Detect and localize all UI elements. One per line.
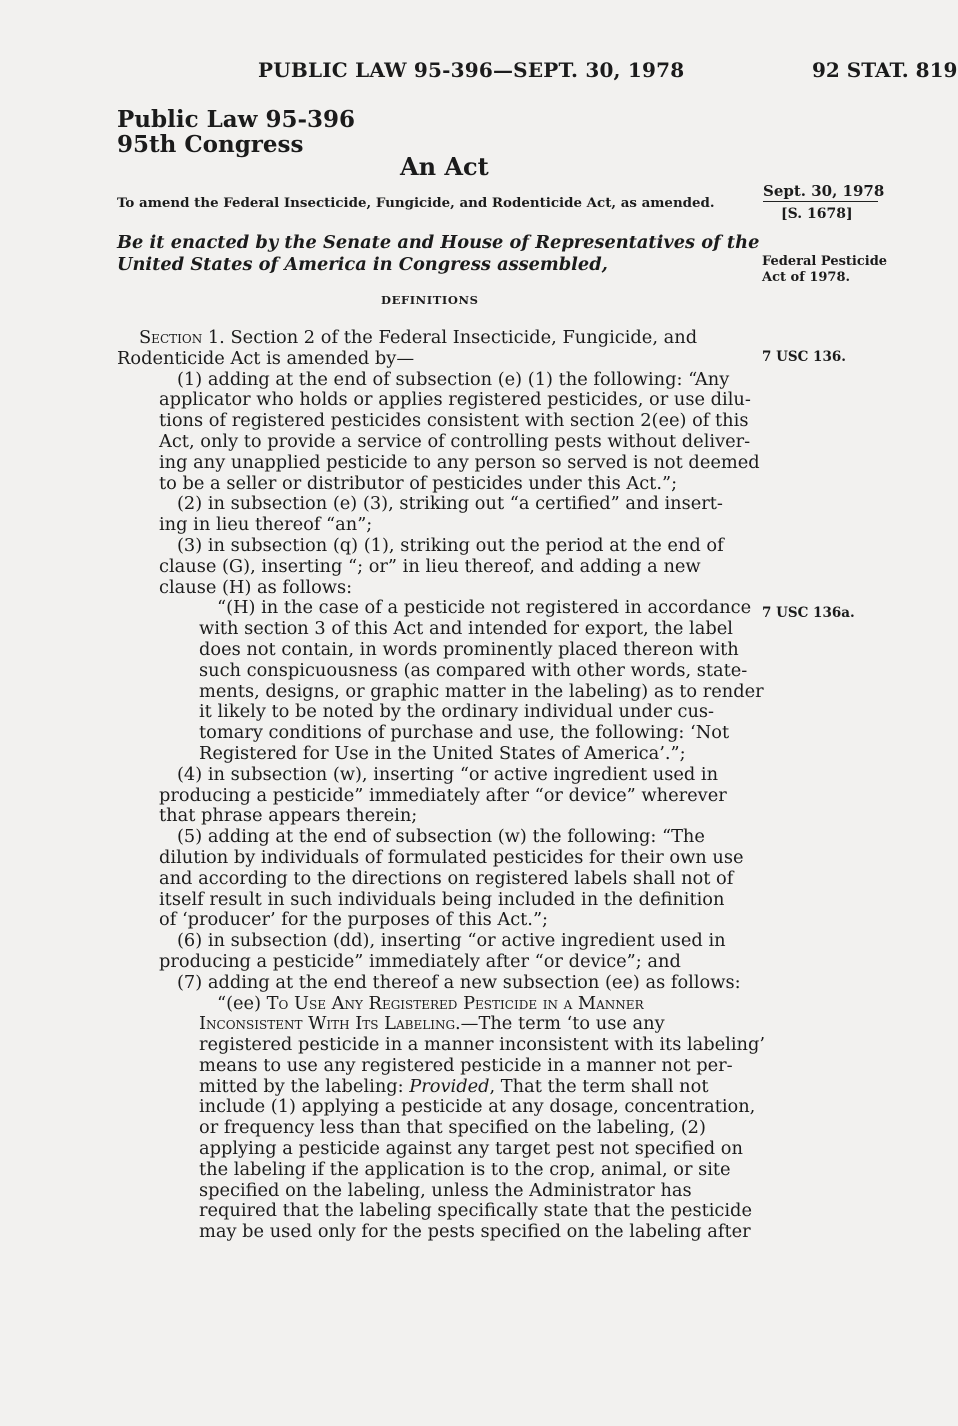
body-text-run: clause (H) as follows: bbox=[159, 576, 353, 598]
body-text-run: ing any unapplied pesticide to any person so served is not deemed bbox=[159, 451, 760, 473]
body-text-run: (7) adding at the end thereof a new subsection (ee) as follows: bbox=[177, 971, 741, 993]
body-line bbox=[117, 890, 765, 911]
body-text-run: does not contain, in words prominently placed thereon with bbox=[199, 638, 739, 660]
body-line bbox=[117, 619, 765, 640]
body-line bbox=[117, 536, 765, 557]
body-text-run: that phrase appears therein; bbox=[159, 805, 418, 827]
body-line bbox=[117, 432, 765, 453]
body-line bbox=[117, 474, 765, 495]
enacting-clause-line: United States of America in Congress assembled, bbox=[117, 253, 608, 275]
body-text-run: tions of registered pesticides consistent with section 2(ee) of this bbox=[159, 410, 749, 432]
body-text-run: Registered for Use in the United States of America’.”; bbox=[199, 742, 686, 764]
body-text-run: the labeling if the application is to the crop, animal, or site bbox=[199, 1158, 731, 1180]
body-line bbox=[117, 640, 765, 661]
body-line bbox=[117, 702, 765, 723]
act-body-text bbox=[117, 328, 765, 1243]
body-text-run: applicator who holds or applies registered pesticides, or use dilu- bbox=[159, 389, 751, 411]
body-text-run: include (1) applying a pesticide at any dosage, concentration, bbox=[199, 1096, 756, 1118]
body-line bbox=[117, 1118, 765, 1139]
body-text-run: registered pesticide in a manner inconsistent with its labeling’ bbox=[199, 1034, 766, 1056]
body-text-run: Section bbox=[139, 327, 203, 348]
body-text-run: means to use any registered pesticide in a manner not per- bbox=[199, 1054, 733, 1076]
body-line bbox=[117, 390, 765, 411]
body-line bbox=[117, 827, 765, 848]
body-text-run: tomary conditions of purchase and use, the following: ‘Not bbox=[199, 722, 730, 744]
body-text-run: with section 3 of this Act and intended for export, the label bbox=[199, 618, 733, 640]
body-text-run: of ‘producer’ for the purposes of this Act.”; bbox=[159, 909, 549, 931]
public-law-number: Public Law 95-396 bbox=[117, 106, 356, 133]
body-text-run: ing in lieu thereof “an”; bbox=[159, 514, 373, 536]
body-line bbox=[117, 1222, 765, 1243]
margin-bill-number: [S. 1678] bbox=[781, 206, 853, 222]
body-line bbox=[117, 1035, 765, 1056]
body-line bbox=[117, 848, 765, 869]
body-text-run: (6) in subsection (dd), inserting “or active ingredient used in bbox=[177, 930, 726, 952]
body-text-run: Rodenticide Act is amended by— bbox=[117, 347, 415, 369]
body-text-run: may be used only for the pests specified on the labeling after bbox=[199, 1221, 751, 1243]
act-heading: An Act bbox=[400, 152, 489, 181]
body-line bbox=[117, 1181, 765, 1202]
body-line bbox=[117, 806, 765, 827]
margin-short-title-line: Federal Pesticide bbox=[762, 254, 888, 269]
body-text-run: Provided bbox=[409, 1075, 490, 1097]
body-text-run: such conspicuousness (as compared with other words, state- bbox=[199, 659, 748, 681]
body-text-run: itself result in such individuals being included in the definition bbox=[159, 888, 725, 910]
body-text-run: “(ee) bbox=[217, 992, 267, 1014]
body-line bbox=[117, 515, 765, 536]
body-line bbox=[117, 1139, 765, 1160]
body-line bbox=[117, 453, 765, 474]
body-text-run: dilution by individuals of formulated pesticides for their own use bbox=[159, 846, 744, 868]
body-line bbox=[117, 578, 765, 599]
body-text-run: Act, only to provide a service of controlling pests without deliver- bbox=[159, 430, 751, 452]
margin-short-title bbox=[762, 254, 887, 286]
section-heading: DEFINITIONS bbox=[381, 293, 479, 307]
body-line bbox=[117, 910, 765, 931]
body-text-run: producing a pesticide” immediately after “or device” wherever bbox=[159, 784, 727, 806]
body-line bbox=[117, 328, 765, 349]
margin-usc-citation: 7 USC 136a. bbox=[762, 605, 855, 621]
body-text-run: producing a pesticide” immediately after “or device”; and bbox=[159, 950, 681, 972]
body-text-run: (2) in subsection (e) (3), striking out “a certified” and insert- bbox=[177, 493, 723, 515]
body-text-run: ments, designs, or graphic matter in the labeling) as to render bbox=[199, 680, 764, 702]
body-text-run: required that the labeling specifically state that the pesticide bbox=[199, 1200, 752, 1222]
body-text-run: (3) in subsection (q) (1), striking out the period at the end of bbox=[177, 534, 724, 556]
statute-page-number: 92 STAT. 819 bbox=[812, 58, 958, 82]
body-text-run: applying a pesticide against any target pest not specified on bbox=[199, 1138, 743, 1160]
body-line bbox=[117, 349, 765, 370]
body-line bbox=[117, 494, 765, 515]
body-text-run: or frequency less than that specified on the labeling, (2) bbox=[199, 1117, 706, 1139]
body-line bbox=[117, 1201, 765, 1222]
body-line bbox=[117, 370, 765, 391]
body-line bbox=[117, 1056, 765, 1077]
body-text-run: , That the term shall not bbox=[489, 1075, 709, 1097]
enacting-clause-line: Be it enacted by the Senate and House of Representatives of the bbox=[117, 232, 760, 253]
body-line bbox=[117, 786, 765, 807]
body-text-run: clause (G), inserting “; or” in lieu thereof, and adding a new bbox=[159, 555, 701, 577]
body-text-run: (5) adding at the end of subsection (w) the following: “The bbox=[177, 826, 705, 848]
body-line bbox=[117, 1097, 765, 1118]
body-text-run: 1. Section 2 of the Federal Insecticide, Fungicide, and bbox=[202, 327, 698, 348]
body-text-run: .—The term ‘to use any bbox=[455, 1013, 665, 1035]
body-line bbox=[117, 598, 765, 619]
body-line bbox=[117, 411, 765, 432]
act-purpose: To amend the Federal Insecticide, Fungicide, and Rodenticide Act, as amended. bbox=[117, 195, 715, 211]
body-line bbox=[117, 765, 765, 786]
body-line bbox=[117, 723, 765, 744]
body-text-run: mitted by the labeling: bbox=[199, 1075, 410, 1097]
margin-enactment-date: Sept. 30, 1978 bbox=[763, 182, 885, 200]
body-line bbox=[117, 973, 765, 994]
congress-number: 95th Congress bbox=[117, 131, 304, 158]
body-line bbox=[117, 994, 765, 1015]
body-text-run: it likely to be noted by the ordinary individual under cus- bbox=[199, 701, 715, 723]
margin-short-title-line: Act of 1978. bbox=[762, 270, 851, 285]
body-text-run: (4) in subsection (w), inserting “or active ingredient used in bbox=[177, 763, 719, 785]
body-text-run: Inconsistent With Its Labeling bbox=[199, 1013, 456, 1035]
body-line bbox=[117, 744, 765, 765]
body-text-run: and according to the directions on registered labels shall not of bbox=[159, 867, 734, 889]
running-head: PUBLIC LAW 95-396—SEPT. 30, 1978 bbox=[258, 58, 685, 82]
body-line bbox=[117, 869, 765, 890]
body-line bbox=[117, 661, 765, 682]
body-text-run: (1) adding at the end of subsection (e) (1) the following: “Any bbox=[177, 368, 730, 390]
body-line bbox=[117, 952, 765, 973]
body-text-run: “(H) in the case of a pesticide not registered in accordance bbox=[217, 597, 752, 619]
body-text-run: specified on the labeling, unless the Administrator has bbox=[199, 1179, 692, 1201]
body-line bbox=[117, 931, 765, 952]
body-text-run: To Use Any Registered Pesticide in a Manner bbox=[266, 992, 644, 1014]
body-line bbox=[117, 557, 765, 578]
body-text-run: to be a seller or distributor of pesticides under this Act.”; bbox=[159, 472, 678, 494]
margin-usc-citation: 7 USC 136. bbox=[762, 349, 846, 365]
body-line bbox=[117, 1077, 765, 1098]
body-line bbox=[117, 1014, 765, 1035]
enacting-clause bbox=[117, 232, 759, 275]
body-line bbox=[117, 1160, 765, 1181]
body-line bbox=[117, 682, 765, 703]
